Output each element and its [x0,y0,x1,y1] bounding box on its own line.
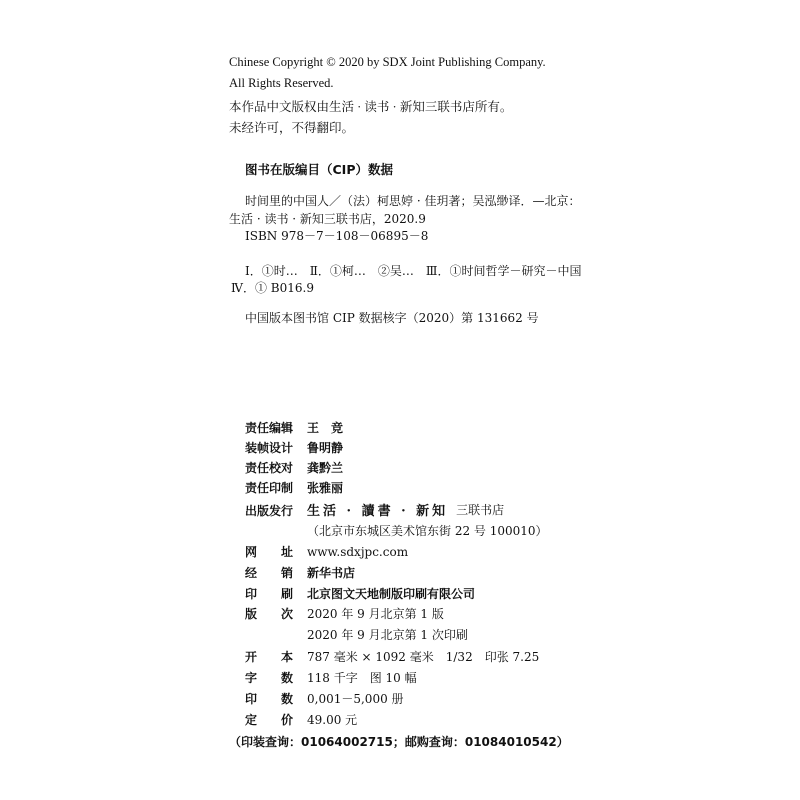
cip-heading: 图书在版编目（CIP）数据 [245,162,393,177]
spec-row-format [245,648,539,665]
detail-label: 印 刷 [245,587,294,601]
spec-row-print-run [245,690,404,707]
detail-label: 版 次 [245,607,294,621]
detail-row-website [245,543,408,560]
publisher-row [245,500,504,519]
cip-isbn: ISBN 978－7－108－06895－8 [245,229,429,243]
credit-value: 王 竞 [307,421,344,435]
detail-value: 北京图文天地制版印刷有限公司 [307,587,476,601]
detail-row-printer [245,585,475,602]
detail-label: 网 址 [245,545,294,559]
detail-value: 2020 年 9 月北京第 1 版 [307,607,444,621]
copyright-line-chinese: 本作品中文版权由生活 · 读书 · 新知三联书店所有。 [229,100,513,114]
credit-row-designer [245,439,343,456]
credit-row-printing-manager [245,479,343,496]
spec-value: 787 毫米 × 1092 毫米 1/32 印张 7.25 [307,650,540,664]
website-link: www.sdxjpc.com [307,545,409,559]
spec-label: 字 数 [245,671,294,685]
publisher-value [307,500,504,519]
publisher-address: （北京市东城区美术馆东街 22 号 100010） [307,524,548,538]
spec-value: 0,001－5,000 册 [307,692,404,706]
detail-label: 经 销 [245,566,294,580]
reprint-notice: 未经许可，不得翻印。 [229,121,355,135]
price-value: 49.00 元 [307,713,358,727]
detail-value: 新华书店 [307,566,356,580]
copyright-line-english: Chinese Copyright © 2020 by SDX Joint Publishing Company. [229,55,546,69]
publisher-label: 出版发行 [245,504,294,518]
cip-subject-line1: Ⅰ．①时… Ⅱ．①柯… ②吴… Ⅲ．①时间哲学－研究－中国 [245,264,582,278]
contact-line: （印装查询：01064002715；邮购查询：01084010542） [229,735,569,749]
cip-subject-line2: Ⅳ．① B016.9 [231,281,314,295]
credit-value: 张雅丽 [307,481,344,495]
spec-value: 118 千字 图 10 幅 [307,671,417,685]
cip-entry-line1: 时间里的中国人／（法）柯思婷 · 佳玥著；吴泓缈译．—北京： [245,194,581,208]
spec-label: 开 本 [245,650,294,664]
detail-row-edition [245,605,444,622]
printing-line: 2020 年 9 月北京第 1 次印刷 [307,628,468,642]
publisher-logo: 生活 · 讀書 · 新知 [307,504,449,519]
spec-row-price [245,711,357,728]
credit-row-editor [245,419,343,436]
cip-entry-line2: 生活 · 读书 · 新知三联书店，2020.9 [229,212,426,226]
rights-reserved-line: All Rights Reserved. [229,76,334,90]
spec-label: 定 价 [245,713,294,727]
credit-label: 装帧设计 [245,441,294,455]
credit-label: 责任编辑 [245,421,294,435]
credit-value: 龚黔兰 [307,461,344,475]
credit-value: 鲁明静 [307,441,344,455]
cip-record-number: 中国版本图书馆 CIP 数据核字（2020）第 131662 号 [245,311,539,325]
spec-label: 印 数 [245,692,294,706]
detail-row-distributor [245,564,355,581]
credit-label: 责任校对 [245,461,294,475]
credit-row-proofreader [245,459,343,476]
credit-label: 责任印制 [245,481,294,495]
publisher-name: 三联书店 [456,503,505,517]
spec-row-word-count [245,669,417,686]
